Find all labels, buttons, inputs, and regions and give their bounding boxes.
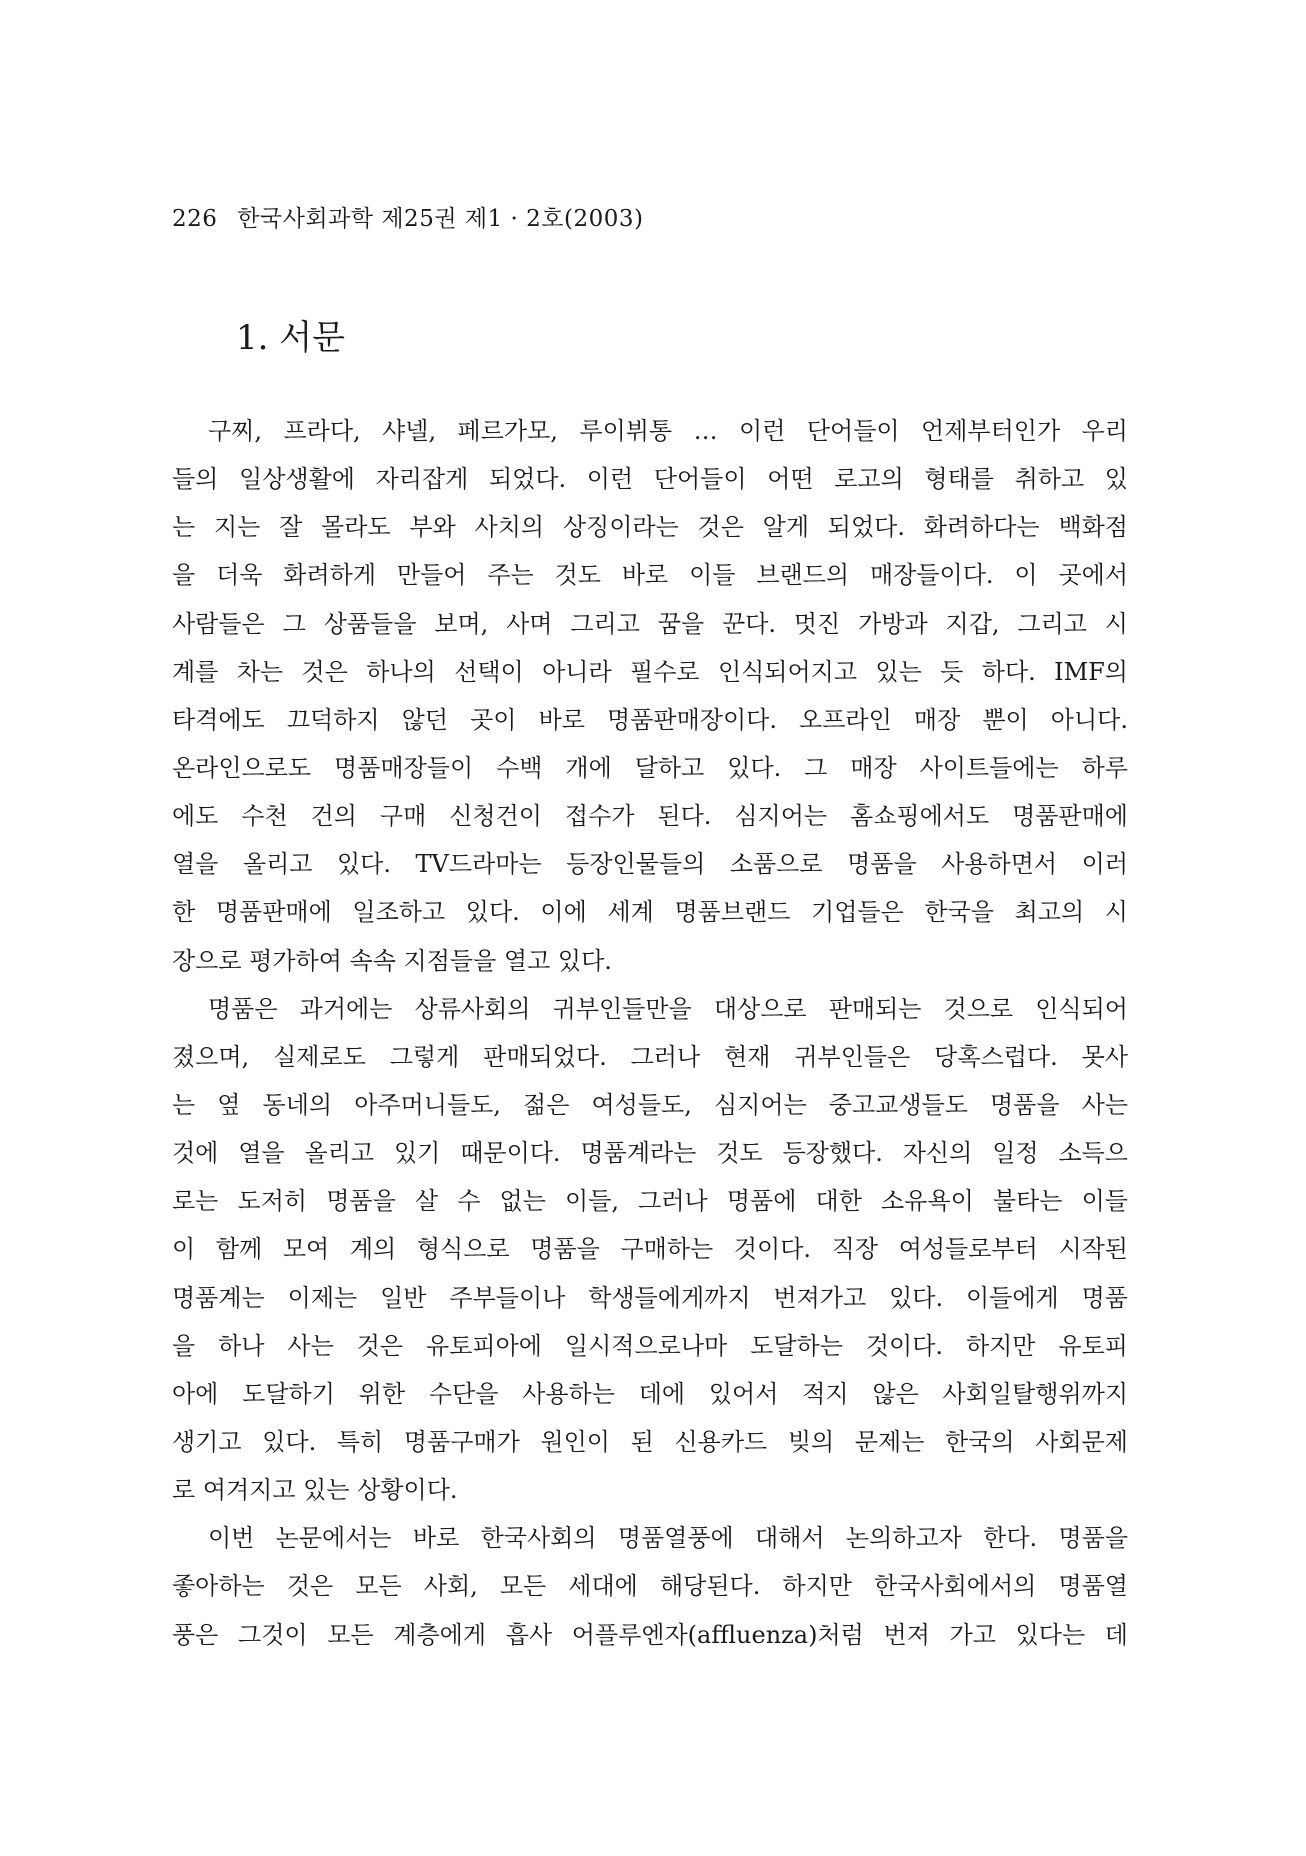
text-line: 에도 수천 건의 구매 신청건이 접수가 된다. 심지어는 홈쇼핑에서도 명품판매에	[172, 802, 1128, 831]
text-line: 한 명품판매에 일조하고 있다. 이에 세계 명품브랜드 기업들은 한국을 최고의 시	[172, 898, 1128, 927]
text-line: 장으로 평가하여 속속 지점들을 열고 있다.	[172, 946, 612, 975]
text-line: 사람들은 그 상품들을 보며, 사며 그리고 꿈을 꾼다. 멋진 가방과 지갑, 그리고 시	[172, 609, 1128, 638]
text-line: 을 하나 사는 것은 유토피아에 일시적으로나마 도달하는 것이다. 하지만 유토피	[172, 1331, 1128, 1360]
page-number: 226	[172, 206, 218, 232]
running-header	[172, 200, 643, 233]
body-text	[172, 407, 1128, 1659]
text-line: 것에 열을 올리고 있기 때문이다. 명품계라는 것도 등장했다. 자신의 일정 소득으	[172, 1139, 1128, 1168]
text-line: 들의 일상생활에 자리잡게 되었다. 이런 단어들이 어떤 로고의 형태를 취하고 있	[172, 465, 1128, 494]
text-line: 로 여겨지고 있는 상황이다.	[172, 1476, 458, 1505]
text-line: 로는 도저히 명품을 살 수 없는 이들, 그러나 명품에 대한 소유욕이 불타는 이들	[172, 1187, 1128, 1216]
text-line: 생기고 있다. 특히 명품구매가 원인이 된 신용카드 빚의 문제는 한국의 사회문제	[172, 1427, 1128, 1456]
text-line: 는 지는 잘 몰라도 부와 사치의 상징이라는 것은 알게 되었다. 화려하다는 백화점	[172, 513, 1128, 542]
text-line: 명품계는 이제는 일반 주부들이나 학생들에게까지 번져가고 있다. 이들에게 명품	[172, 1283, 1128, 1312]
section-title: 1. 서문	[236, 318, 345, 358]
text-line: 아에 도달하기 위한 수단을 사용하는 데에 있어서 적지 않은 사회일탈행위까지	[172, 1379, 1128, 1408]
text-line: 좋아하는 것은 모든 사회, 모든 세대에 해당된다. 하지만 한국사회에서의 명품열	[172, 1572, 1128, 1601]
text-line: 풍은 그것이 모든 계층에게 흡사 어플루엔자(affluenza)처럼 번져 가고 있다는 데	[172, 1620, 1128, 1649]
text-line: 명품은 과거에는 상류사회의 귀부인들만을 대상으로 판매되는 것으로 인식되어	[208, 994, 1128, 1023]
text-line: 는 옆 동네의 아주머니들도, 젊은 여성들도, 심지어는 중고교생들도 명품을 사는	[172, 1090, 1128, 1119]
text-line: 계를 차는 것은 하나의 선택이 아니라 필수로 인식되어지고 있는 듯 하다. IMF의	[172, 657, 1128, 686]
text-line: 이 함께 모여 계의 형식으로 명품을 구매하는 것이다. 직장 여성들로부터 시작된	[172, 1235, 1128, 1264]
text-line: 열을 올리고 있다. TV드라마는 등장인물들의 소품으로 명품을 사용하면서 이러	[172, 850, 1128, 879]
text-line: 졌으며, 실제로도 그렇게 판매되었다. 그러나 현재 귀부인들은 당혹스럽다. 못사	[172, 1042, 1128, 1071]
text-line: 타격에도 끄덕하지 않던 곳이 바로 명품판매장이다. 오프라인 매장 뿐이 아니다.	[172, 705, 1128, 734]
text-line: 구찌, 프라다, 샤넬, 페르가모, 루이뷔통 … 이런 단어들이 언제부터인가 우리	[208, 417, 1128, 445]
journal-title: 한국사회과학 제25권 제1 · 2호(2003)	[237, 206, 644, 232]
text-line: 을 더욱 화려하게 만들어 주는 것도 바로 이들 브랜드의 매장들이다. 이 곳에서	[172, 561, 1128, 590]
text-line: 이번 논문에서는 바로 한국사회의 명품열풍에 대해서 논의하고자 한다. 명품을	[208, 1524, 1128, 1553]
text-line: 온라인으로도 명품매장들이 수백 개에 달하고 있다. 그 매장 사이트들에는 하루	[172, 753, 1128, 782]
